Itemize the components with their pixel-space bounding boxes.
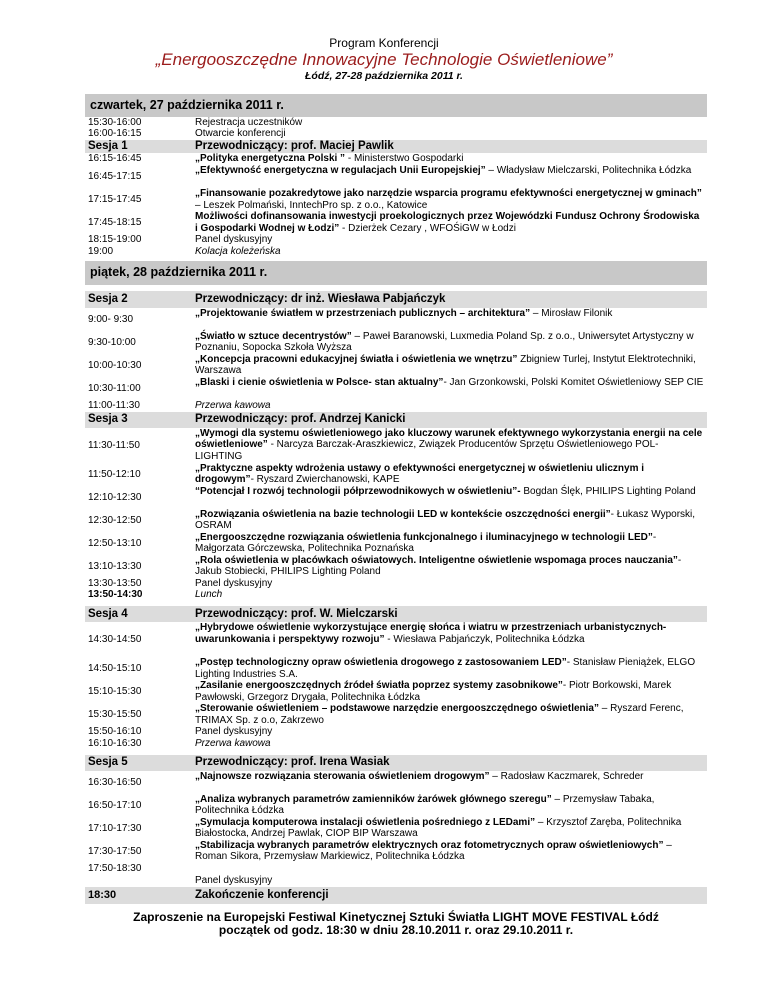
- talk-title: „Rozwiązania oświetlenia na bazie technologii LED w kontekście oszczędności energii”: [195, 509, 611, 520]
- talk-speaker: – Krzysztof Zaręba, Politechnika Białostocka, Andrzej Pawlak, CIOP BIP Warszawa: [195, 816, 682, 840]
- talk: [192, 622, 707, 657]
- time-cell: 14:50-15:10: [88, 663, 142, 675]
- talk: [192, 817, 707, 840]
- talk-speaker: – Radosław Kaczmarek, Schreder: [489, 770, 644, 782]
- time-cell: 14:30-14:50: [88, 634, 142, 646]
- talk-title: „Energooszczędne rozwiązania oświetlenia funkcjonalnego i iluminacyjnego w technologii LED”: [195, 532, 653, 543]
- time-cell: 9:30-10:00: [88, 336, 136, 348]
- time-cell: 11:30-11:50: [88, 439, 140, 451]
- talk-speaker: – Ryszard Ferenc, TRIMAX Sp. z o.o, Zakrzewo: [195, 703, 684, 726]
- agenda-text: Przerwa kawowa: [195, 737, 271, 749]
- day2-program-table: [85, 261, 707, 904]
- talk: [192, 771, 707, 794]
- invitation-line: Zaproszenie na Europejski Festiwal Kinetycznej Sztuki Światła LIGHT MOVE FESTIVAL Łódź: [133, 910, 659, 924]
- talk: [192, 188, 707, 211]
- time-cell: 13:30-13:50: [88, 578, 142, 589]
- session-name: Sesja 5: [85, 755, 192, 771]
- agenda-text: Otwarcie konferencji: [195, 128, 286, 140]
- talk-speaker: – Władysław Mielczarski, Politechnika Łódzka: [485, 165, 692, 177]
- session-chair: Przewodniczący: prof. Maciej Pawlik: [192, 140, 707, 153]
- talk: [192, 428, 707, 463]
- talk-speaker: - Jakub Stobiecki, PHILIPS Lighting Poland: [195, 555, 682, 578]
- session-name: Sesja 4: [85, 606, 192, 622]
- time-cell: 16:45-17:15: [88, 171, 142, 183]
- time-cell: 17:50-18:30: [88, 862, 142, 874]
- session-chair: Przewodniczący: dr inż. Wiesława Pabjańczyk: [192, 291, 707, 308]
- talk-speaker: - Ryszard Zwierchanowski, KAPE: [250, 474, 400, 486]
- session-chair: Przewodniczący: prof. Andrzej Kanicki: [192, 412, 707, 428]
- talk: [192, 377, 707, 400]
- talk-title: „Projektowanie światłem w przestrzeniach publicznych – architektura”: [195, 308, 531, 319]
- time-cell: 9:00- 9:30: [88, 313, 134, 325]
- talk-speaker: – Mirosław Filonik: [530, 308, 613, 319]
- talk-speaker: – Paweł Baranowski, Luxmedia Poland Sp. z o.o., Uniwersytet Artystyczny w Poznaniu, Sopocka Szkoła Wyższa: [195, 331, 694, 354]
- end-text: Zakończenie konferencji: [192, 887, 707, 904]
- talk: [192, 153, 707, 165]
- session-chair: Przewodniczący: prof. Irena Wasiak: [192, 755, 707, 771]
- festival-invitation: [85, 911, 707, 937]
- time-cell: 13:10-13:30: [88, 560, 142, 572]
- talk-title: „Wymogi dla systemu oświetleniowego jako kluczowy warunek efektywnego wykorzystania energii na cele oświetleniowe”: [195, 428, 703, 451]
- time-cell: 15:50-16:10: [88, 726, 142, 738]
- agenda-text: Panel dyskusyjny: [195, 875, 273, 887]
- talk-speaker: - Małgorzata Górczewska, Politechnika Poznańska: [195, 532, 657, 555]
- time-cell: 17:30-17:50: [88, 845, 142, 857]
- talk: [192, 532, 707, 555]
- time-cell: 15:10-15:30: [88, 686, 142, 698]
- talk-title: Możliwości dofinansowania inwestycji proekologicznych przez Wojewódzki Fundusz Ochrony Środowiska i Gospodarki Wodnej w Łodzi”: [195, 211, 700, 234]
- conference-date: Łódź, 27-28 października 2011 r.: [305, 70, 463, 82]
- talk-speaker: - Stanisław Pieniążek, ELGO Lighting Industries S.A.: [195, 657, 696, 680]
- time-cell: 16:50-17:10: [88, 799, 142, 811]
- time-cell: 10:30-11:00: [88, 382, 141, 394]
- talk-title: „Finansowanie pozakredytowe jako narzędzie wsparcia programu efektywności energetycznej w gminach”: [195, 188, 702, 200]
- time-cell: 16:00-16:15: [88, 128, 142, 140]
- talk-title: „Hybrydowe oświetlenie wykorzystujące energię słońca i wiatru w przestrzeniach urbanistycznych- uwarunkowania i perspektywy rozwoju”: [195, 622, 667, 645]
- time-cell: 12:10-12:30: [88, 491, 142, 503]
- talk-title: „Symulacja komputerowa instalacji oświetlenia pośredniego z LEDami”: [195, 816, 536, 828]
- talk-title: „Blaski i cienie oświetlenia w Polsce- stan aktualny”: [195, 377, 444, 388]
- talk: [192, 331, 707, 354]
- session-name: Sesja 2: [85, 291, 192, 308]
- time-cell: 16:30-16:50: [88, 776, 142, 788]
- talk-title: “Potencjał I rozwój technologii półprzewodnikowych w oświetleniu”-: [195, 486, 521, 497]
- talk-title: „Analiza wybranych parametrów zamienników żarówek głównego szeregu”: [195, 793, 552, 805]
- time-cell: 10:00-10:30: [88, 359, 142, 371]
- end-time: 18:30: [85, 887, 192, 904]
- time-cell: 17:15-17:45: [88, 194, 142, 206]
- time-cell: 17:10-17:30: [88, 822, 142, 834]
- invitation-line: początek od godz. 18:30 w dniu 28.10.2011 r. oraz 29.10.2011 r.: [218, 923, 574, 937]
- talk-title: „Stabilizacja wybranych parametrów elektrycznych oraz fotometrycznych opraw oświetleniowych”: [195, 839, 664, 851]
- talk-speaker: - Jan Grzonkowski, Polski Komitet Oświetleniowy SEP CIE: [443, 377, 704, 388]
- time-cell: 17:45-18:15: [88, 217, 142, 229]
- conference-title: „Energooszczędne Innowacyjne Technologie Oświetleniowe”: [155, 50, 613, 69]
- talk-title: „Sterowanie oświetleniem – podstawowe narzędzie energooszczędnego oświetlenia”: [195, 703, 599, 715]
- talk: [192, 509, 707, 532]
- talk: [192, 657, 707, 680]
- talk: [192, 794, 707, 817]
- talk-title: „Światło w sztuce decentrystów”: [195, 331, 352, 342]
- time-cell: 18:15-19:00: [88, 234, 142, 246]
- talk: [192, 703, 707, 726]
- talk-title: „Praktyczne aspekty wdrożenia ustawy o efektywności energetycznej w oświetleniu ulicznym i drogowym”: [195, 463, 645, 486]
- talk: [192, 680, 707, 703]
- talk-speaker: - Narcyza Barczak-Araszkiewicz, Związek Producentów Sprzętu Oświetleniowego POL-LIGHTING: [195, 439, 659, 462]
- talk-speaker: - Wiesława Pabjańczyk, Politechnika Łódzka: [384, 633, 585, 645]
- talk: [192, 354, 707, 377]
- agenda-text: Panel dyskusyjny: [195, 578, 273, 589]
- talk-title: „Polityka energetyczna Polski ”: [195, 153, 346, 165]
- time-cell: 15:30-15:50: [88, 709, 142, 721]
- talk: [192, 308, 707, 331]
- time-cell: 19:00: [88, 246, 114, 258]
- day1-program-table: [85, 94, 707, 258]
- talk-title: „Postęp technologiczny opraw oświetlenia drogowego z zastosowaniem LED”: [195, 657, 567, 669]
- session-name: Sesja 3: [85, 412, 192, 428]
- talk-speaker: - Łukasz Wyporski, OSRAM: [195, 509, 696, 532]
- session-chair: Przewodniczący: prof. W. Mielczarski: [192, 606, 707, 622]
- day2-heading: piątek, 28 października 2011 r.: [85, 261, 707, 285]
- talk-speaker: – Przemysław Tabaka, Politechnika Łódzka: [195, 793, 655, 817]
- talk: [192, 211, 707, 234]
- time-cell: 16:15-16:45: [88, 153, 142, 165]
- time-cell: 15:30-16:00: [88, 117, 142, 128]
- agenda-text: Rejestracja uczestników: [195, 117, 303, 128]
- talk: [192, 165, 707, 188]
- talk-title: „Rola oświetlenia w placówkach oświatowych. Inteligentne oświetlenie wspomaga proces nauczania”: [195, 555, 678, 566]
- session-name: Sesja 1: [85, 140, 192, 153]
- agenda-text: Przerwa kawowa: [195, 400, 271, 411]
- talk-speaker: - Ministerstwo Gospodarki: [345, 153, 464, 165]
- time-cell: 12:30-12:50: [88, 514, 142, 526]
- talk-title: „Efektywność energetyczna w regulacjach Unii Europejskiej”: [195, 165, 486, 177]
- talk: [192, 463, 707, 486]
- talk-speaker: - Piotr Borkowski, Marek Pawłowski, Grzegorz Drygała, Politechnika Łódzka: [195, 680, 672, 703]
- time-cell: 12:50-13:10: [88, 537, 142, 549]
- time-cell: 13:50-14:30: [88, 589, 143, 601]
- day1-heading: czwartek, 27 października 2011 r.: [85, 94, 707, 117]
- agenda-text: Panel dyskusyjny: [195, 234, 273, 246]
- talk-speaker: - Dzierżek Cezary , WFOŚiGW w Łodzi: [339, 222, 516, 234]
- talk: [192, 840, 707, 863]
- agenda-text: Kolacja koleżeńska: [195, 246, 281, 258]
- talk-speaker: – Roman Sikora, Przemysław Markiewicz, Politechnika Łódzka: [195, 839, 672, 863]
- talk-speaker: Zbigniew Turlej, Instytut Elektrotechniki, Warszawa: [195, 354, 696, 377]
- agenda-text: Panel dyskusyjny: [195, 726, 273, 738]
- time-cell: 16:10-16:30: [88, 737, 142, 749]
- talk-speaker: – Leszek Polmański, InntechPro sp. z o.o., Katowice: [195, 199, 428, 211]
- time-cell: 11:50-12:10: [88, 468, 141, 480]
- pre-title: Program Konferencji: [329, 36, 439, 50]
- talk-title: „Koncepcja pracowni edukacyjnej światła i oświetlenia we wnętrzu”: [195, 354, 518, 365]
- talk-speaker: Bogdan Ślęk, PHILIPS Lighting Poland: [520, 486, 696, 497]
- time-cell: 11:00-11:30: [88, 400, 140, 411]
- talk-title: „Zasilanie energooszczędnych źródeł światła poprzez systemy zasobnikowe”: [195, 680, 563, 692]
- talk: [192, 486, 707, 509]
- agenda-text: Lunch: [195, 589, 223, 601]
- talk: [192, 555, 707, 578]
- talk-title: „Najnowsze rozwiązania sterowania oświetleniem drogowym”: [195, 770, 490, 782]
